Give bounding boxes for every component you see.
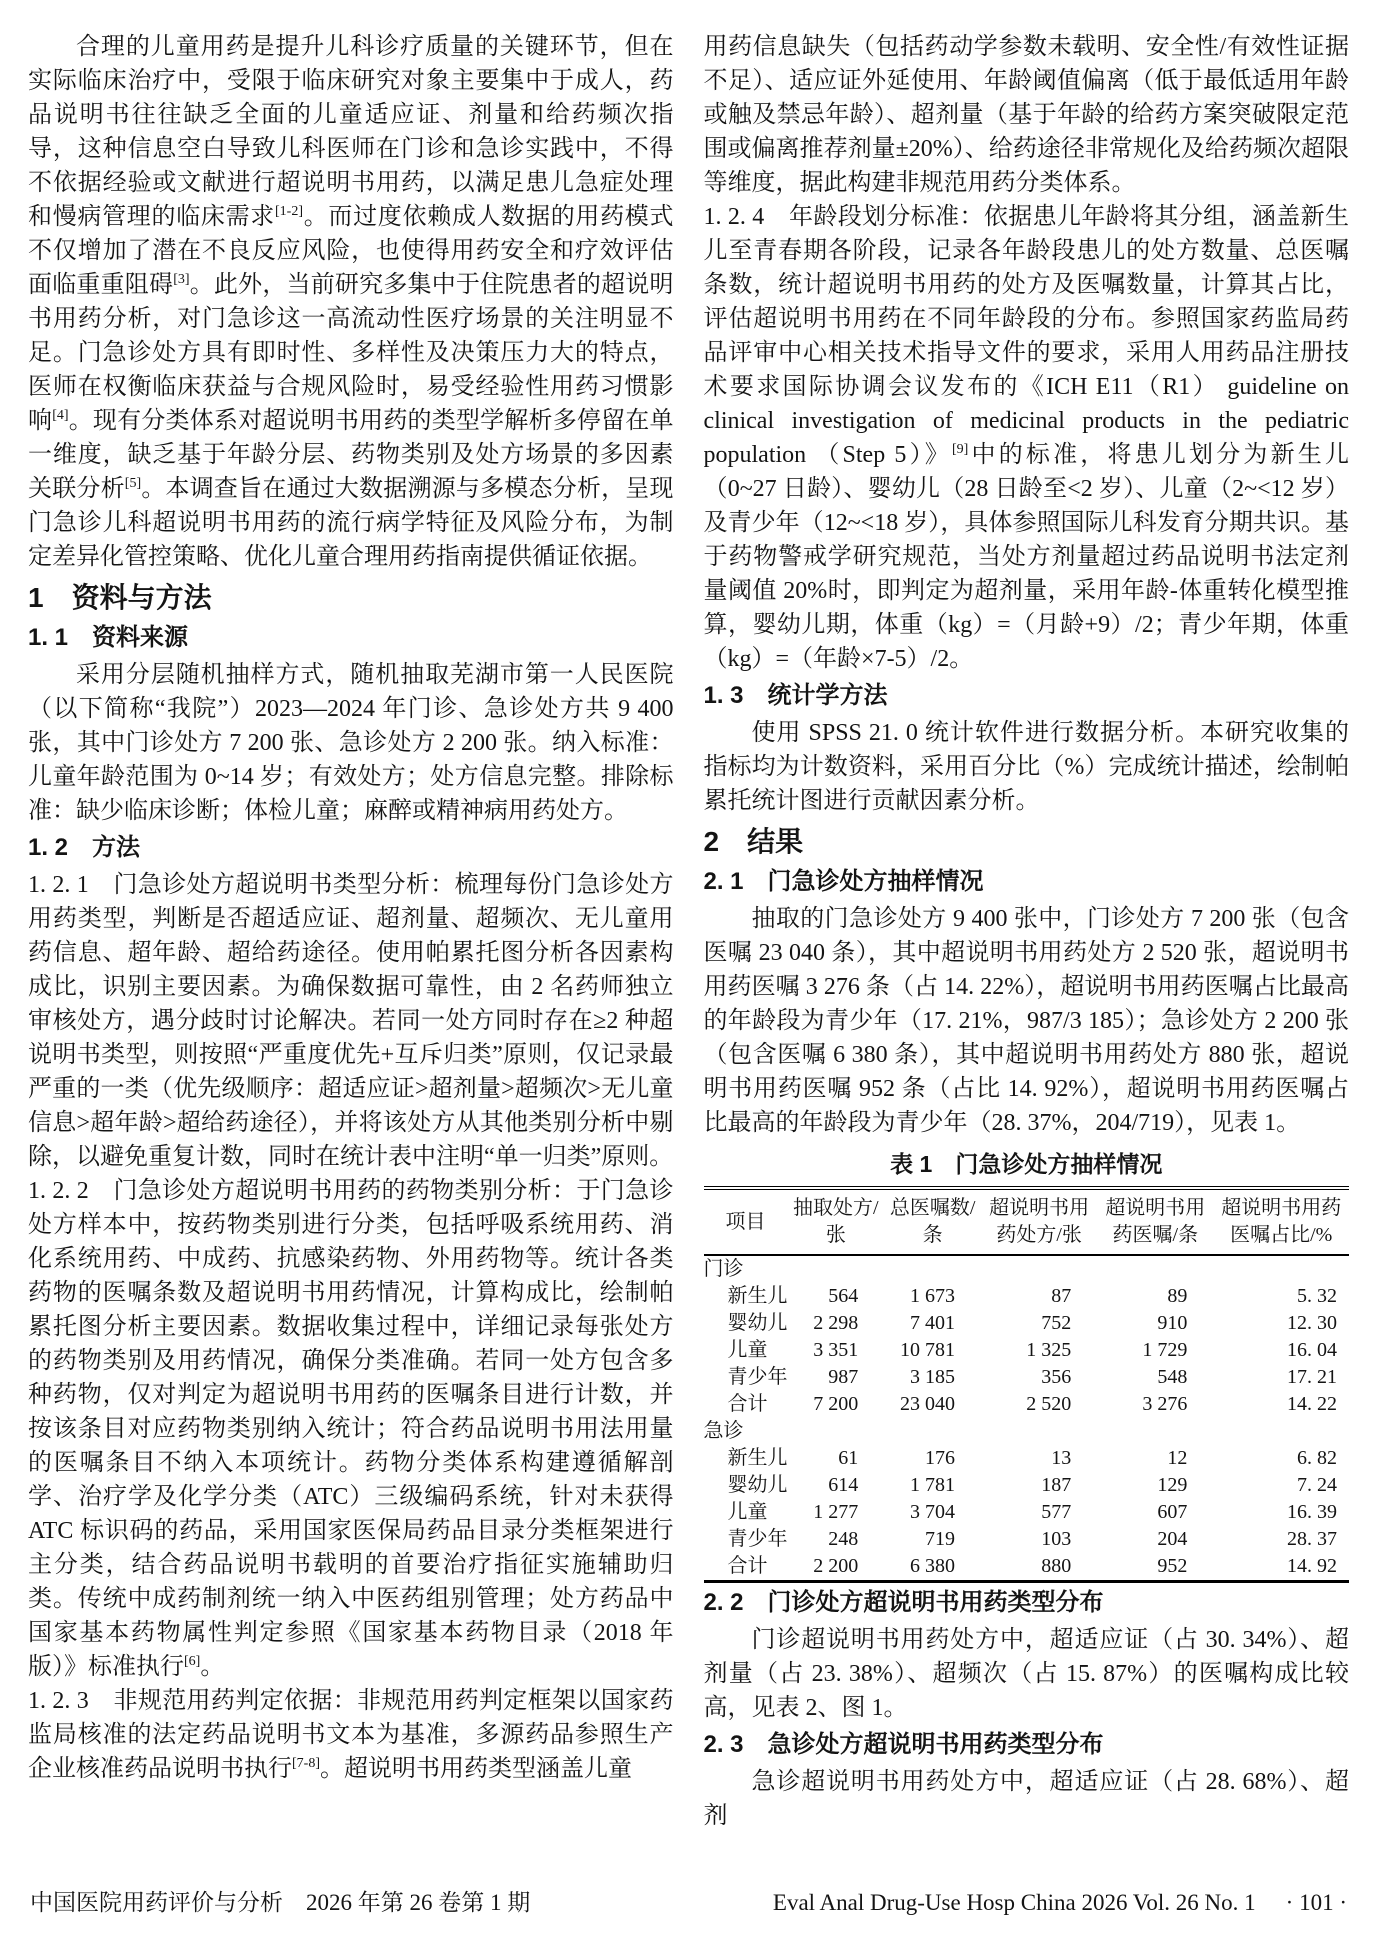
table-cell-value: 87 [1051,1285,1072,1307]
table-cell-item: 婴幼儿 [727,1312,788,1334]
table-cell-value: 7. 24 [1297,1474,1337,1496]
paragraph-sampling-result: 抽取的门急诊处方 9 400 张中，门诊处方 7 200 张（包含医嘱 23 040 条），其中超说明书用药处方 2 520 张，超说明书用药医嘱 3 276 条（占 14. 22%），超说明书用药医嘱占比最高的年龄段为青少年（17. 21%，987/3 185）；急诊处方 2 200 张（包含医嘱 6 380 条），其中超说明书用药处方 880 张，超说明书用药医嘱 952 条（占比 14. 92%），超说明书用药医嘱占比最高的年龄段为青少年（28. 37%，204/719），见表 1。 [703,906,1349,1136]
table-cell-value: 204 [1157,1528,1188,1550]
table-header-cell: 抽取处方/张 [787,1188,884,1255]
table-group-row [704,1255,1350,1283]
table-cell-value: 12 [1167,1447,1188,1469]
table-cell-item: 婴幼儿 [727,1474,788,1496]
table-cell-item: 合计 [727,1555,768,1577]
table-cell-value: 614 [828,1474,859,1496]
table-cell-value: 61 [838,1447,859,1469]
table-cell-value: 17. 21 [1287,1366,1337,1388]
table-cell-value: 3 185 [910,1366,956,1388]
table-cell-value: 89 [1167,1285,1188,1307]
table-cell-value: 1 729 [1142,1339,1188,1361]
table-group-row [704,1418,1350,1445]
table-cell-value: 564 [828,1285,859,1307]
table-cell-value: 10 781 [900,1339,956,1361]
table-cell-item: 青少年 [727,1528,788,1550]
table-cell-value: 1 277 [813,1501,859,1523]
paragraph-1-2-3: 1. 2. 3 非规范用药判定依据：非规范用药判定框架以国家药监局核准的法定药品说明书文本为基准，多源药品参照生产企业核准药品说明书执行[7-8]。超说明书用药类型涵盖儿童 [28,1688,674,1782]
table-cell-value: 6 380 [910,1555,956,1577]
paragraph-continuation: 用药信息缺失（包括药动学参数未载明、安全性/有效性证据不足）、适应证外延使用、年龄阈值偏离（低于最低适用年龄或触及禁忌年龄）、超剂量（基于年龄的给药方案突破限定范围或偏离推荐剂量±20%）、给药途径非常规化及给药频次超限等维度，据此构建非规范用药分类体系。 [703,34,1349,196]
table-cell-value: 129 [1157,1474,1188,1496]
reference-superscript: [6] [184,1654,201,1669]
table-cell-item: 新生儿 [727,1285,788,1307]
subsection-heading-1-2: 1. 2 方法 [28,834,141,861]
table-row [704,1553,1350,1582]
section-heading-2: 2 结果 [703,826,804,857]
table-cell-value: 3 704 [910,1501,956,1523]
reference-superscript: [5] [124,476,142,491]
table-cell-item: 青少年 [727,1366,788,1388]
table-cell-value: 16. 39 [1287,1501,1337,1523]
subsection-heading-2-2: 2. 2 门诊处方超说明书用药类型分布 [703,1589,1104,1616]
table-cell-value: 7 200 [813,1393,859,1415]
paragraph-emergency-types: 急诊超说明书用药处方中，超适应证（占 28. 68%）、超剂 [703,1769,1349,1829]
table-cell-value: 14. 92 [1287,1555,1337,1577]
table-cell-value: 880 [1041,1555,1072,1577]
table-header-cell: 总医嘱数/条 [884,1188,981,1255]
table-cell-value: 719 [925,1528,956,1550]
table-cell-value: 23 040 [900,1393,956,1415]
table-cell-value: 1 781 [910,1474,956,1496]
subsection-heading-2-1: 2. 1 门急诊处方抽样情况 [703,868,984,895]
table-header-cell: 项目 [704,1188,788,1255]
table-row [704,1526,1350,1553]
table-row [704,1364,1350,1391]
table-group-label: 急诊 [703,1420,744,1442]
table-row [704,1337,1350,1364]
paragraph-data-source: 采用分层随机抽样方式，随机抽取芜湖市第一人民医院（以下简称“我院”）2023—2024 年门诊、急诊处方共 9 400 张，其中门诊处方 7 200 张、急诊处方 2 200 张。纳入标准：儿童年龄范围为 0~14 岁；有效处方；处方信息完整。排除标准：缺少临床诊断；体检儿童；麻醉或精神病用药处方。 [28,662,674,824]
table-cell-value: 13 [1051,1447,1072,1469]
table-cell-value: 14. 22 [1287,1393,1337,1415]
table-cell-value: 5. 32 [1297,1285,1337,1307]
table-cell-item: 儿童 [727,1339,768,1361]
table-1-title: 表 1 门急诊处方抽样情况 [890,1151,1163,1177]
table-cell-value: 910 [1157,1312,1188,1334]
table-cell-item: 新生儿 [727,1447,788,1469]
table-cell-value: 952 [1157,1555,1188,1577]
table-cell-value: 7 401 [910,1312,956,1334]
table-cell-value: 103 [1041,1528,1072,1550]
table-cell-value: 2 200 [813,1555,859,1577]
reference-superscript: [7-8] [292,1756,320,1771]
table-cell-value: 752 [1041,1312,1072,1334]
reference-superscript: [9] [951,442,969,457]
table-cell-value: 548 [1157,1366,1188,1388]
reference-superscript: [4] [52,408,69,423]
table-cell-value: 987 [828,1366,859,1388]
paragraph-1-2-2: 1. 2. 2 门急诊处方超说明书用药的药物类别分析：于门急诊处方样本中，按药物类别进行分类，包括呼吸系统用药、消化系统用药、中成药、抗感染药物、外用药物等。统计各类药物的医嘱条数及超说明书用药情况，计算构成比，绘制帕累托图分析主要因素。数据收集过程中，详细记录每张处方的药物类别及用药情况，确保分类准确。若同一处方包含多种药物，仅对判定为超说明书用药的医嘱条目进行计数，并按该条目对应药物类别纳入统计；符合药品说明书用法用量的医嘱条目不纳入本项统计。药物分类体系构建遵循解剖学、治疗学及化学分类（ATC）三级编码系统，针对未获得 ATC 标识码的药品，采用国家医保局药品目录分类框架进行主分类，结合药品说明书载明的首要治疗指征实施辅助归类。传统中成药制剂统一纳入中医药组别管理；处方药品中国家基本药物属性判定参照《国家基本药物目录（2018 年版）》标准执行[6]。 [28,1178,674,1680]
table-cell-value: 2 520 [1026,1393,1072,1415]
paragraph-outpatient-types: 门诊超说明书用药处方中，超适应证（占 30. 34%）、超剂量（占 23. 38%）、超频次（占 15. 87%）的医嘱构成比较高，见表 2、图 1。 [703,1627,1349,1721]
left-column [28,30,674,1878]
table-row [704,1310,1350,1337]
subsection-heading-2-3: 2. 3 急诊处方超说明书用药类型分布 [703,1731,1104,1758]
table-cell-value: 1 673 [910,1285,956,1307]
footer-right [773,1886,1347,1920]
table-header-row [704,1188,1350,1255]
journal-citation-en: Eval Anal Drug-Use Hosp China 2026 Vol. 26 No. 1 [772,1890,1256,1915]
table-cell-value: 28. 37 [1287,1528,1337,1550]
table-group-label: 门诊 [703,1258,744,1280]
reference-superscript: [1-2] [275,204,303,219]
table-cell-value: 248 [828,1528,859,1550]
table-row [704,1391,1350,1418]
subsection-heading-1-1: 1. 1 资料来源 [28,624,189,651]
table-cell-value: 16. 04 [1287,1339,1337,1361]
table-body [704,1255,1350,1582]
table-header-cell: 超说明书用药医嘱/条 [1097,1188,1213,1255]
table-cell-item: 儿童 [727,1501,768,1523]
table-1 [704,1186,1350,1583]
table-cell-value: 3 351 [813,1339,859,1361]
table-cell-value: 356 [1041,1366,1072,1388]
table-row [704,1445,1350,1472]
subsection-heading-1-3: 1. 3 统计学方法 [703,682,888,709]
table-cell-value: 12. 30 [1287,1312,1337,1334]
table-cell-value: 6. 82 [1297,1447,1337,1469]
reference-superscript: [3] [173,272,190,287]
table-cell-value: 607 [1157,1501,1188,1523]
right-column [704,30,1350,1878]
paragraph-1-2-4: 1. 2. 4 年龄段划分标准：依据患儿年龄将其分组，涵盖新生儿至青春期各阶段，记录各年龄段患儿的处方数量、总医嘱条数，统计超说明书用药的处方及医嘱数量，计算其占比，评估超说明书用药在不同年龄段的分布。参照国家药监局药品评审中心相关技术指导文件的要求，采用人用药品注册技术要求国际协调会议发布的《ICH E11（R1） guideline on clinical investigation of medicinal products in the pediatric population （Step 5）》[9]中的标准，将患儿划分为新生儿（0~27 日龄）、婴幼儿（28 日龄至<2 岁）、儿童（2~<12 岁）及青少年（12~<18 岁），具体参照国际儿科发育分期共识。基于药物警戒学研究规范，当处方剂量超过药品说明书法定剂量阈值 20%时，即判定为超剂量，采用年龄-体重转化模型推算，婴幼儿期，体重（kg）=（月龄+9）/2；青少年期，体重（kg）=（年龄×7-5）/2。 [703,204,1349,672]
table-cell-value: 3 276 [1142,1393,1188,1415]
table-cell-value: 1 325 [1026,1339,1072,1361]
table-row [704,1499,1350,1526]
page-number: · 101 · [1285,1890,1347,1915]
table-cell-value: 176 [925,1447,956,1469]
journal-title-cn: 中国医院用药评价与分析 2026 年第 26 卷第 1 期 [30,1890,531,1915]
paragraph-statistics-method: 使用 SPSS 21. 0 统计软件进行数据分析。本研究收集的指标均为计数资料，采用百分比（%）完成统计描述，绘制帕累托统计图进行贡献因素分析。 [703,720,1349,814]
table-cell-value: 187 [1041,1474,1072,1496]
table-row [704,1283,1350,1310]
paragraph-1-2-1: 1. 2. 1 门急诊处方超说明书类型分析：梳理每份门急诊处方用药类型，判断是否超适应证、超剂量、超频次、无儿童用药信息、超年龄、超给药途径。使用帕累托图分析各因素构成比，识别主要因素。为确保数据可靠性，由 2 名药师独立审核处方，遇分歧时讨论解决。若同一处方同时存在≥2 种超说明书类型，则按照“严重度优先+互斥归类”原则，仅记录最严重的一类（优先级顺序：超适应证>超剂量>超频次>无儿童信息>超年龄>超给药途径），并将该处方从其他类别分析中剔除，以避免重复计数，同时在统计表中注明“单一归类”原则。 [28,872,674,1170]
table-row [704,1472,1350,1499]
page-footer [28,1878,1349,1926]
section-heading-1: 1 资料与方法 [28,582,212,613]
two-column-body [28,30,1349,1878]
table-cell-value: 2 298 [813,1312,859,1334]
table-header-cell: 超说明书用药医嘱占比/% [1213,1188,1349,1255]
table-cell-value: 577 [1041,1501,1072,1523]
table-cell-item: 合计 [727,1393,768,1415]
table-header-cell: 超说明书用药处方/张 [981,1188,1097,1255]
intro-paragraph: 合理的儿童用药是提升儿科诊疗质量的关键环节，但在实际临床治疗中，受限于临床研究对象主要集中于成人，药品说明书往往缺乏全面的儿童适应证、剂量和给药频次指导，这种信息空白导致儿科医师在门诊和急诊实践中，不得不依据经验或文献进行超说明书用药，以满足患儿急症处理和慢病管理的临床需求[1-2]。而过度依赖成人数据的用药模式不仅增加了潜在不良反应风险，也使得用药安全和疗效评估面临重重阻碍[3]。此外，当前研究多集中于住院患者的超说明书用药分析，对门急诊这一高流动性医疗场景的关注明显不足。门急诊处方具有即时性、多样性及决策压力大的特点，医师在权衡临床获益与合规风险时，易受经验性用药习惯影响[4]。现有分类体系对超说明书用药的类型学解析多停留在单一维度，缺乏基于年龄分层、药物类别及处方场景的多因素关联分析[5]。本调查旨在通过大数据溯源与多模态分析，呈现门急诊儿科超说明书用药的流行病学特征及风险分布，为制定差异化管控策略、优化儿童合理用药指南提供循证依据。 [28,34,674,570]
